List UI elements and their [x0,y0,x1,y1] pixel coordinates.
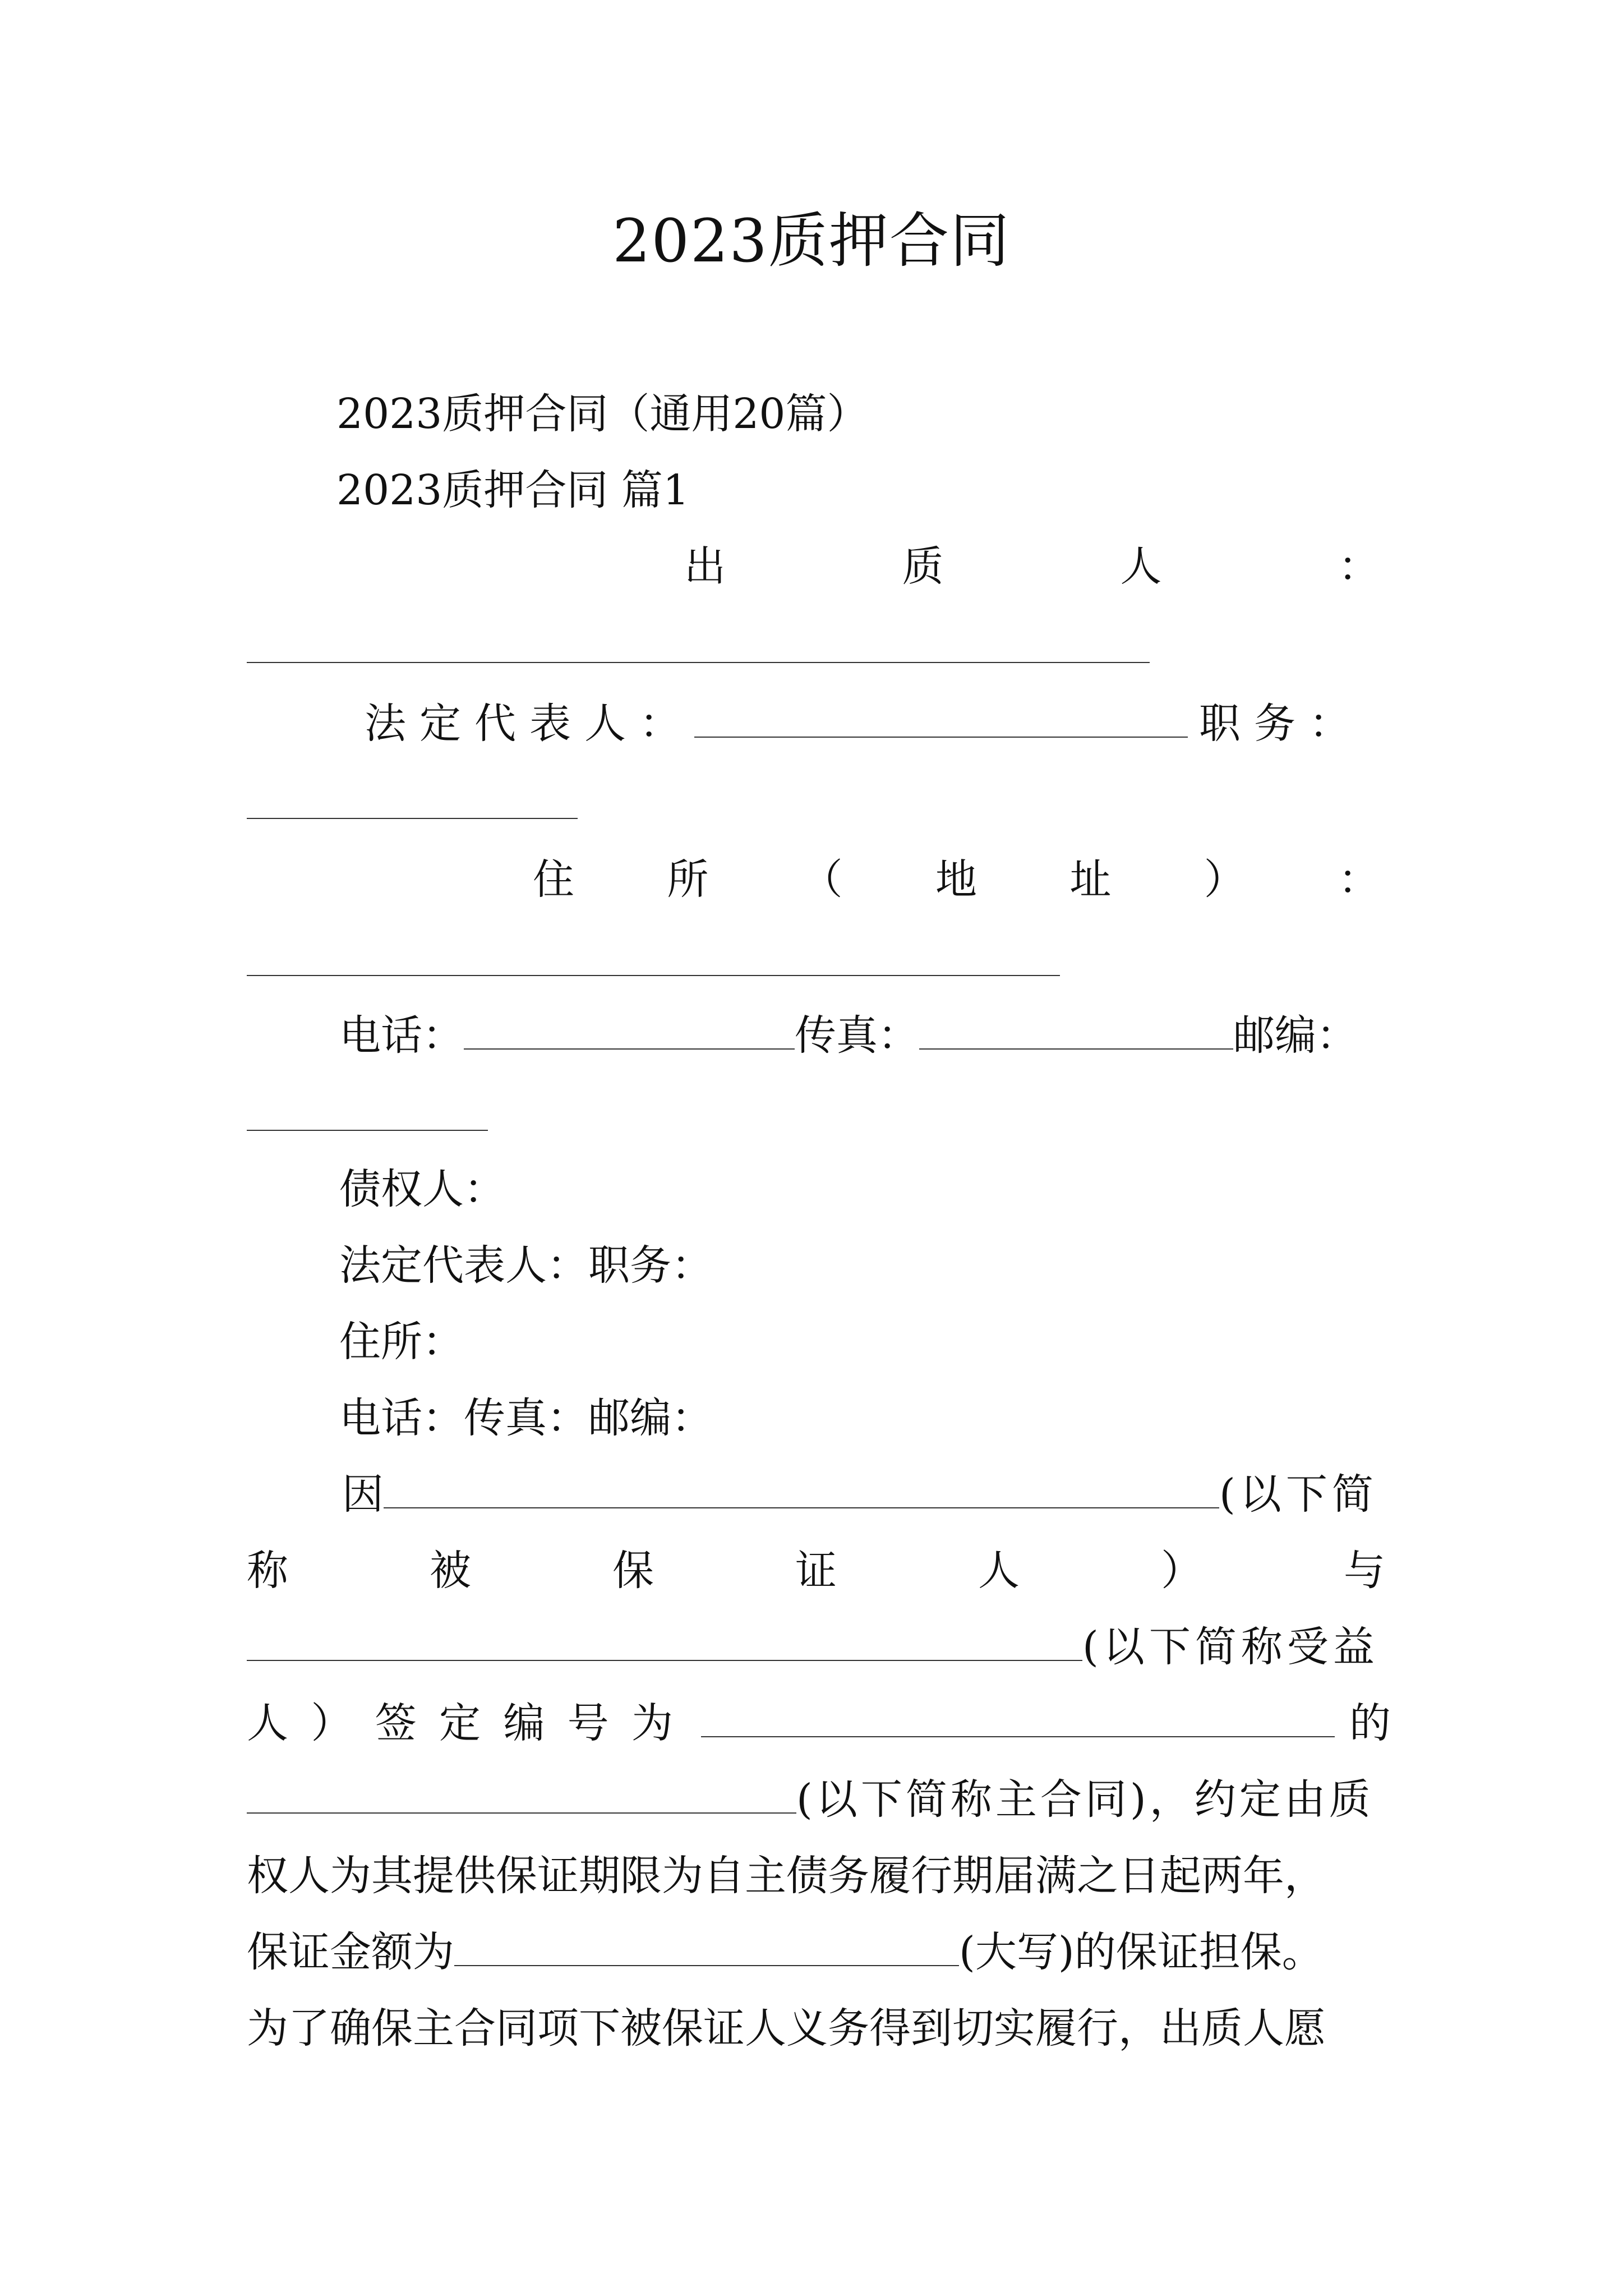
paragraph-line-2 [247,1533,1385,1609]
p4-char: 定 [439,1699,481,1747]
position-blank [247,818,578,819]
paragraph-line-7 [247,1914,1385,1990]
p7-start: 保证金额为 [247,1928,454,1976]
paragraph-line-8: 为了确保主合同项下被保证人义务得到切实履行，出质人愿 [247,2004,1326,2053]
p2-char: 保 [612,1547,654,1595]
address-char: （ [801,855,843,904]
address-char: 址 [1069,855,1112,904]
p3-end: (以下简称受益 [1082,1623,1379,1671]
p2-char: 称 [247,1547,288,1595]
pledgor-char: 出 [684,542,726,591]
paragraph-line-1 [342,1456,1385,1533]
pledgor-label-line [684,528,1380,605]
p3-blank [247,1627,1082,1661]
p2-char: 被 [430,1547,471,1595]
paragraph-line-3 [247,1609,1385,1685]
contact-line [339,997,1385,1074]
fax-blank [919,1016,1233,1050]
pledgor-char: 质 [902,542,944,591]
p4-blank [701,1704,1335,1737]
p5-blank [247,1780,796,1814]
pledgor-blank [247,662,1150,663]
address-char: 所 [667,855,709,904]
section-heading: 2023质押合同 篇1 [336,466,689,514]
creditor-line: 债权人： [339,1165,505,1213]
p7-blank [454,1932,959,1966]
creditor-contact-line: 电话：传真：邮编： [339,1394,713,1442]
p7-end: (大写)的保证担保。 [959,1928,1324,1976]
position-label: 职务： [1199,700,1364,748]
subtitle: 2023质押合同（通用20篇） [336,390,869,438]
p2-char: 与 [1344,1547,1385,1595]
p1-blank [384,1475,1219,1508]
phone-label: 电话： [339,1011,464,1060]
pledgor-char: ： [1338,542,1380,591]
p4-end: 的 [1349,1699,1391,1747]
paragraph-line-6: 权人为其提供保证期限为自主债务履行期届满之日起两年， [247,1852,1326,1900]
p5-end: (以下简称主合同)，约定由质 [796,1775,1374,1824]
phone-blank [464,1016,795,1050]
p2-char: ） [1161,1547,1202,1595]
legal-rep-blank [694,704,1188,738]
p2-char: 人 [978,1547,1020,1595]
p4-char: 签 [375,1699,417,1747]
postcode-label: 邮编： [1233,1011,1358,1060]
address-char: ） [1204,855,1246,904]
postcode-blank [247,1130,488,1131]
p1-end: (以下简 [1219,1470,1378,1519]
p1-start: 因 [342,1470,384,1519]
p4-char: 号 [567,1699,609,1747]
address-char: 地 [935,855,977,904]
page-title: 2023质押合同 [612,206,1011,275]
creditor-address-line: 住所： [339,1318,464,1366]
p4-char: 编 [503,1699,545,1747]
creditor-rep-line: 法定代表人：职务： [339,1241,713,1290]
address-label-line [533,841,1380,918]
legal-rep-label: 法定代表人： [365,700,694,748]
p4-char: 人 [247,1699,288,1747]
p4-char: ） [311,1699,353,1747]
address-char: ： [1338,855,1380,904]
paragraph-line-5 [247,1761,1385,1838]
paragraph-line-4 [247,1685,1391,1761]
legal-rep-line [365,685,1385,762]
pledgor-char: 人 [1120,542,1162,591]
fax-label: 传真： [795,1011,919,1060]
address-blank [247,975,1060,976]
p4-spread [247,1685,673,1761]
p4-char: 为 [631,1699,673,1747]
p2-char: 证 [795,1547,837,1595]
address-char: 住 [533,855,574,904]
